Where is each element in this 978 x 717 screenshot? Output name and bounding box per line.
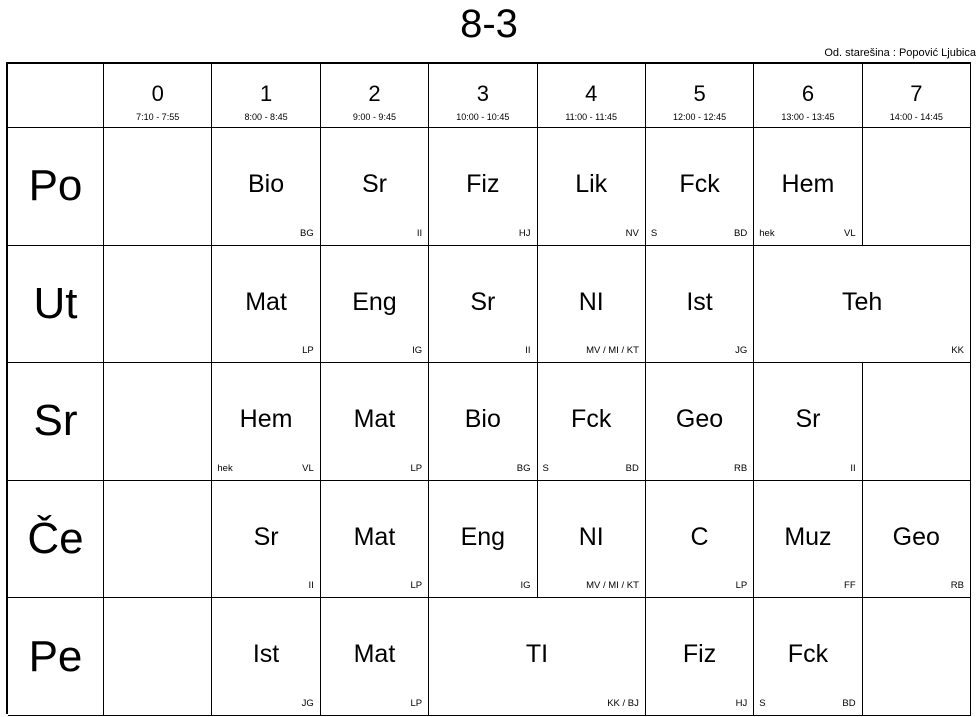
lesson-cell [321,128,429,246]
teacher-initials: HJ [518,227,531,239]
corner-cell [8,64,104,128]
lesson-cell [538,363,646,481]
subject-name: Bio [464,405,501,434]
subject-name: Geo [892,522,940,551]
lesson-cell [212,363,320,481]
teacher-initials: LP [410,462,423,474]
teacher-initials: JG [301,697,314,709]
period-number: 2 [368,81,381,106]
teacher-initials: FF [844,580,856,592]
lesson-cell [646,598,754,716]
subject-name: Ist [252,640,280,669]
teacher-initials: NV [625,227,639,239]
lesson-cell [212,128,320,246]
empty-cell [104,128,212,246]
period-header [646,64,754,128]
lesson-cell [754,363,862,481]
teacher-initials: BG [516,462,531,474]
subject-name: Fck [571,405,612,434]
teacher-initials: BD [625,462,639,474]
period-time: 9:00 - 9:45 [352,112,396,122]
empty-cell [863,598,971,716]
empty-cell [104,246,212,364]
empty-cell [863,128,971,246]
lesson-cell [429,598,646,716]
subject-name: Muz [784,522,832,551]
period-header [212,64,320,128]
subject-name: Eng [460,522,506,551]
empty-cell [863,363,971,481]
lesson-cell [429,128,537,246]
teacher-initials: HJ [735,697,748,709]
lesson-cell [646,363,754,481]
period-time: 8:00 - 8:45 [244,112,288,122]
subject-name: Sr [470,287,496,316]
period-number: 4 [585,81,598,106]
subject-name: Mat [245,287,287,316]
subject-name: Hem [239,405,293,434]
lesson-cell [538,246,646,364]
day-label: Ut [8,246,104,364]
room-code: S [650,227,658,239]
subject-name: Teh [841,287,883,316]
period-header [863,64,971,128]
subject-name: Eng [352,287,397,316]
lesson-cell [212,246,320,364]
subject-name: NI [578,522,604,551]
empty-cell [104,363,212,481]
subject-name: Mat [353,405,396,434]
lesson-cell [646,246,754,364]
lesson-cell [863,481,971,599]
subject-name: C [690,522,709,551]
subject-name: NI [578,287,604,316]
teacher-initials: RB [950,580,964,592]
day-label: Če [8,481,104,599]
period-number: 3 [476,81,489,106]
subject-name: Mat [353,522,396,551]
teacher-initials: II [416,227,423,239]
teacher-initials: LP [302,345,314,357]
lesson-cell [646,481,754,599]
lesson-cell [212,481,320,599]
teacher-initials: LP [735,580,748,592]
teacher-initials: VL [844,227,856,239]
period-time: 7:10 - 7:55 [136,112,180,122]
period-time: 11:00 - 11:45 [565,112,618,122]
subject-name: Sr [361,170,387,198]
lesson-cell [754,246,971,364]
teacher-initials: RB [734,462,748,474]
subject-name: Sr [253,522,279,551]
lesson-cell [754,598,862,716]
teacher-initials: VL [302,462,314,474]
teacher-initials: BD [734,227,748,239]
lesson-cell [212,598,320,716]
period-header [754,64,862,128]
period-time: 14:00 - 14:45 [889,112,943,122]
teacher-initials: BG [300,227,314,239]
day-label: Sr [8,363,104,481]
lesson-cell [538,128,646,246]
lesson-cell [754,481,862,599]
period-number: 6 [801,81,815,106]
room-code: hek [217,462,233,474]
subject-name: Ist [686,287,713,316]
lesson-cell [429,363,537,481]
lesson-cell [429,481,537,599]
subject-name: Lik [575,170,608,198]
period-header [538,64,646,128]
period-number: 1 [259,81,273,106]
subject-name: Fck [787,640,829,669]
period-number: 0 [151,81,164,106]
subject-name: Mat [353,640,396,669]
day-label: Po [8,128,104,246]
lesson-cell [754,128,862,246]
teacher-initials: KK / BJ [607,697,639,709]
subject-name: Bio [247,170,285,198]
subject-name: Hem [781,170,835,198]
day-label: Pe [8,598,104,716]
homeroom-teacher: Od. starešina : Popović Ljubica [824,47,976,59]
lesson-cell [321,246,429,364]
room-code: S [759,697,766,709]
teacher-initials: LP [410,580,423,592]
period-header [429,64,537,128]
period-header [321,64,429,128]
lesson-cell [538,481,646,599]
teacher-initials: LP [410,697,423,709]
teacher-initials: MV / MI / KT [586,345,639,357]
period-number: 5 [693,81,706,106]
teacher-initials: MV / MI / KT [586,580,639,592]
teacher-initials: IG [520,580,531,592]
teacher-initials: IG [412,345,423,357]
lesson-cell [646,128,754,246]
teacher-initials: II [525,345,531,357]
subject-name: Sr [795,405,821,434]
subject-name: Geo [675,405,724,434]
class-title: 8-3 [460,2,518,46]
subject-name: TI [525,640,549,669]
empty-cell [104,481,212,599]
teacher-initials: II [308,580,314,592]
subject-name: Fck [679,170,720,198]
room-code: hek [759,227,775,239]
teacher-initials: KK [951,345,964,357]
room-code: S [542,462,549,474]
lesson-cell [429,246,537,364]
period-time: 13:00 - 13:45 [781,112,835,122]
period-time: 10:00 - 10:45 [456,112,510,122]
teacher-initials: BD [842,697,856,709]
lesson-cell [321,598,429,716]
lesson-cell [321,363,429,481]
teacher-initials: JG [735,345,748,357]
timetable-grid [6,62,971,714]
period-number: 7 [910,81,923,106]
empty-cell [104,598,212,716]
lesson-cell [321,481,429,599]
period-time: 12:00 - 12:45 [673,112,727,122]
subject-name: Fiz [466,170,500,198]
subject-name: Fiz [682,640,717,669]
period-header [104,64,212,128]
teacher-initials: II [850,462,856,474]
